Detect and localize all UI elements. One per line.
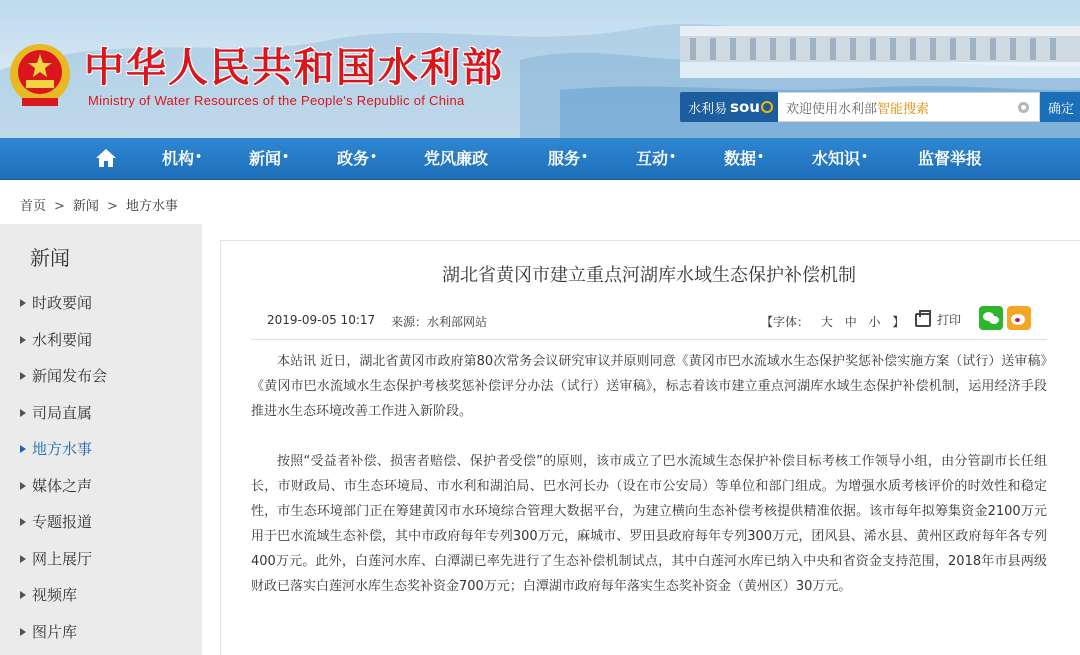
arrow-right-icon — [20, 409, 26, 417]
font-small-button[interactable]: 小 — [868, 315, 881, 329]
arrow-right-icon — [20, 445, 26, 453]
home-icon[interactable] — [96, 149, 116, 167]
article-paragraph-1: 本站讯 近日，湖北省黄冈市政府第80次常务会议研究审议并原则同意《黄冈市巴水流域水生态保护奖惩补偿实施方案（试行）送审稿》《黄冈市巴水流域水生态保护考核奖惩补偿评分办法（试行）送审稿》，标志着该市建立重点河湖库水域生态保护补偿机制，运用经济手段推进水生态环境改善工作进入新阶段。 — [251, 354, 1047, 419]
sidebar-item-zhanting[interactable]: 网上展厅 — [20, 548, 92, 569]
arrow-right-icon — [20, 482, 26, 490]
sidebar-item-zhuanti[interactable]: 专题报道 — [20, 511, 92, 532]
nav-item-jigou[interactable]: 机构• — [162, 149, 203, 168]
breadcrumb-news[interactable]: 新闻 — [72, 199, 99, 214]
nav-item-fuwu[interactable]: 服务• — [548, 149, 589, 168]
sidebar-item-difang[interactable]: 地方水事 — [20, 438, 92, 459]
nav-item-shuizhishi[interactable]: 水知识• — [812, 149, 869, 168]
article-source: 来源：水利部网站 — [391, 315, 488, 329]
arrow-right-icon — [20, 518, 26, 526]
breadcrumb-current[interactable]: 地方水事 — [125, 199, 178, 214]
nav-item-jiandu[interactable]: 监督举报 — [918, 149, 983, 168]
sidebar-item-meiti[interactable]: 媒体之声 — [20, 475, 92, 496]
article-date: 2019-09-05 10:17 — [267, 313, 376, 327]
sidebar-item-tupian[interactable]: 图片库 — [20, 621, 77, 642]
breadcrumb-home[interactable]: 首页 — [20, 199, 47, 214]
font-medium-button[interactable]: 中 — [844, 315, 857, 329]
weibo-share-icon[interactable] — [1007, 306, 1031, 330]
magnifier-icon — [761, 101, 773, 113]
site-subtitle: Ministry of Water Resources of the People's Republic of China — [88, 93, 465, 108]
sidebar-title: 新闻 — [30, 246, 70, 270]
search-bar — [680, 92, 1080, 122]
sidebar-item-fabuhui[interactable]: 新闻发布会 — [20, 365, 107, 386]
breadcrumb: 首页 > 新闻 > 地方水事 — [20, 199, 178, 214]
printer-icon — [915, 313, 931, 327]
wechat-share-icon[interactable] — [979, 306, 1003, 330]
sidebar-item-siju[interactable]: 司局直属 — [20, 402, 92, 423]
sidebar-item-shipin[interactable]: 视频库 — [20, 584, 77, 605]
font-size-control: 【字体： 大 中 小 】 — [761, 315, 905, 329]
arrow-right-icon — [20, 336, 26, 344]
arrow-right-icon — [20, 591, 26, 599]
settings-gear-icon[interactable] — [1018, 102, 1029, 113]
nav-item-shuju[interactable]: 数据• — [724, 149, 765, 168]
header-banner — [0, 0, 1080, 138]
arrow-right-icon — [20, 628, 26, 636]
article-paragraph-2: 按照“受益者补偿、损害者赔偿、保护者受偿”的原则，该市成立了巴水流域生态保护补偿目标考核工作领导小组，由分管副市长任组长，市财政局、市生态环境局、市水利和湖泊局、巴水河长办（设在市公安局）等单位和部门组成。为增强水质考核评价的时效性和稳定性，市生态环境部门正在筹建黄冈市水环境综合管理大数据平台，为建立横向生态补偿考核提供精准依据。该市每年拟筹集资金2100万元用于巴水流域生态补偿，其中市政府每年专列300万元，麻城市、罗田县政府每年专列300万元，团风县、浠水县、黄州区政府每年各专列400万元。此外，白莲河水库、白潭湖已率先进行了生态补偿机制试点，其中白莲河水库已纳入中央和省资金支持范围，2018年市县两级财政已落实白莲河水库生态奖补资金700万元；白潭湖市政府每年落实生态奖补资金（黄州区）30万元。 — [251, 454, 1047, 594]
nav-item-dangfeng[interactable]: 党风廉政 — [424, 149, 489, 168]
meta-divider — [251, 339, 1047, 340]
search-brand: 水利易 sou — [680, 92, 778, 122]
article-panel — [220, 240, 1080, 655]
nav-item-xinwen[interactable]: 新闻• — [249, 149, 290, 168]
arrow-right-icon — [20, 299, 26, 307]
sidebar-item-shuili[interactable]: 水利要闻 — [20, 329, 92, 350]
sidebar-item-shizheng[interactable]: 时政要闻 — [20, 292, 92, 313]
article-title: 湖北省黄冈市建立重点河湖库水域生态保护补偿机制 — [442, 265, 856, 286]
site-title: 中华人民共和国水利部 — [84, 44, 504, 91]
arrow-right-icon — [20, 555, 26, 563]
national-emblem-icon — [8, 42, 72, 108]
font-large-button[interactable]: 大 — [820, 315, 833, 329]
search-input[interactable]: 欢迎使用水利部 智能搜索 — [778, 92, 1040, 122]
arrow-right-icon — [20, 372, 26, 380]
sidebar — [0, 224, 202, 655]
dam-illustration — [670, 8, 1080, 78]
nav-item-zhengwu[interactable]: 政务• — [337, 149, 378, 168]
main-nav — [0, 138, 1080, 180]
print-button[interactable]: 打印 — [915, 311, 961, 328]
search-brand-sou: sou — [730, 98, 760, 116]
nav-item-hudong[interactable]: 互动• — [636, 149, 677, 168]
search-submit-button[interactable]: 确定 — [1040, 92, 1080, 122]
